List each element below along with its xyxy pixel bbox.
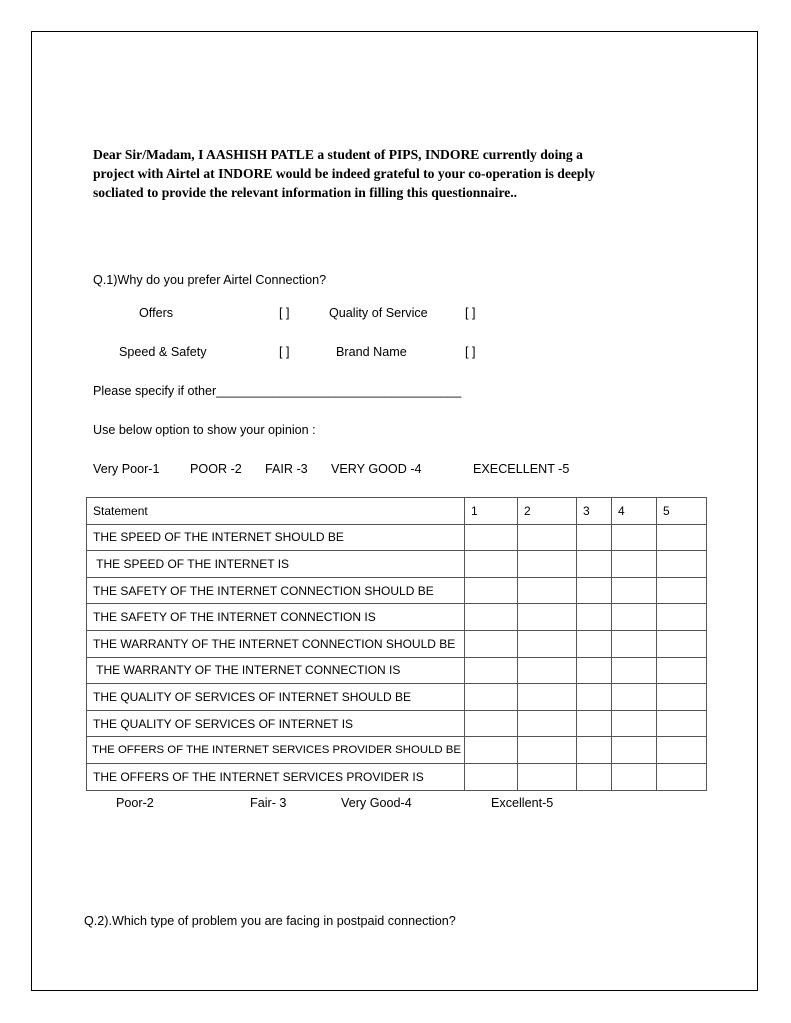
rating-cell[interactable] <box>577 524 612 551</box>
table-row <box>87 630 707 657</box>
table-row <box>87 551 707 578</box>
header-5: 5 <box>657 498 707 525</box>
footer-scale-excellent: Excellent-5 <box>491 796 554 810</box>
statement-cell: THE WARRANTY OF THE INTERNET CONNECTION IS <box>87 657 465 684</box>
option-speed-checkbox[interactable]: [ ] <box>279 345 290 359</box>
table-row <box>87 657 707 684</box>
rating-cell[interactable] <box>465 630 518 657</box>
intro-line-2: project with Airtel at INDORE would be indeed grateful to your co-operation is deeply <box>93 166 596 181</box>
rating-cell[interactable] <box>518 524 577 551</box>
scale-intro: Use below option to show your opinion : <box>93 423 316 437</box>
option-brand-label: Brand Name <box>336 345 407 359</box>
rating-cell[interactable] <box>612 763 657 790</box>
statement-cell: THE WARRANTY OF THE INTERNET CONNECTION SHOULD BE <box>87 630 465 657</box>
rating-cell[interactable] <box>465 551 518 578</box>
rating-cell[interactable] <box>612 551 657 578</box>
rating-cell[interactable] <box>465 577 518 604</box>
rating-table <box>86 497 707 791</box>
rating-cell[interactable] <box>657 737 707 764</box>
scale-very-good: VERY GOOD -4 <box>331 462 422 476</box>
rating-cell[interactable] <box>518 577 577 604</box>
rating-cell[interactable] <box>518 657 577 684</box>
statement-cell: THE SAFETY OF THE INTERNET CONNECTION SHOULD BE <box>87 577 465 604</box>
rating-cell[interactable] <box>518 604 577 631</box>
rating-cell[interactable] <box>465 763 518 790</box>
rating-cell[interactable] <box>657 524 707 551</box>
scale-fair: FAIR -3 <box>265 462 308 476</box>
option-offers-checkbox[interactable]: [ ] <box>279 306 290 320</box>
statement-cell: THE OFFERS OF THE INTERNET SERVICES PROVIDER IS <box>87 763 465 790</box>
rating-cell[interactable] <box>465 684 518 711</box>
footer-scale-very-good: Very Good-4 <box>341 796 412 810</box>
intro-line-3: socliated to provide the relevant information in filling this questionnaire.. <box>93 185 518 200</box>
rating-cell[interactable] <box>577 763 612 790</box>
rating-cell[interactable] <box>465 710 518 737</box>
rating-cell[interactable] <box>518 710 577 737</box>
rating-cell[interactable] <box>612 577 657 604</box>
scale-excellent: EXECELLENT -5 <box>473 462 570 476</box>
rating-cell[interactable] <box>612 524 657 551</box>
rating-cell[interactable] <box>518 630 577 657</box>
table-row <box>87 524 707 551</box>
table-row <box>87 737 707 764</box>
header-4: 4 <box>612 498 657 525</box>
intro-line-1: Dear Sir/Madam, I AASHISH PATLE a student of PIPS, INDORE currently doing a <box>93 147 583 162</box>
rating-cell[interactable] <box>518 737 577 764</box>
header-3: 3 <box>577 498 612 525</box>
rating-cell[interactable] <box>465 524 518 551</box>
rating-cell[interactable] <box>612 710 657 737</box>
table-row <box>87 577 707 604</box>
specify-other-field[interactable]: Please specify if other___________________________________ <box>93 384 462 398</box>
rating-cell[interactable] <box>577 737 612 764</box>
rating-cell[interactable] <box>657 710 707 737</box>
rating-cell[interactable] <box>657 684 707 711</box>
table-row <box>87 684 707 711</box>
rating-cell[interactable] <box>518 763 577 790</box>
rating-cell[interactable] <box>612 657 657 684</box>
table-row <box>87 763 707 790</box>
rating-cell[interactable] <box>657 604 707 631</box>
rating-cell[interactable] <box>657 551 707 578</box>
rating-cell[interactable] <box>657 577 707 604</box>
option-quality-label: Quality of Service <box>329 306 428 320</box>
table-row <box>87 710 707 737</box>
rating-cell[interactable] <box>577 684 612 711</box>
rating-cell[interactable] <box>518 551 577 578</box>
rating-cell[interactable] <box>612 604 657 631</box>
rating-cell[interactable] <box>465 604 518 631</box>
statement-cell: THE SPEED OF THE INTERNET IS <box>87 551 465 578</box>
rating-cell[interactable] <box>577 630 612 657</box>
header-1: 1 <box>465 498 518 525</box>
table-header-row <box>87 498 707 525</box>
rating-cell[interactable] <box>577 604 612 631</box>
statement-cell: THE QUALITY OF SERVICES OF INTERNET SHOULD BE <box>87 684 465 711</box>
scale-poor: POOR -2 <box>190 462 242 476</box>
rating-cell[interactable] <box>657 763 707 790</box>
rating-cell[interactable] <box>612 684 657 711</box>
scale-very-poor: Very Poor-1 <box>93 462 160 476</box>
rating-cell[interactable] <box>577 577 612 604</box>
statement-cell: THE SAFETY OF THE INTERNET CONNECTION IS <box>87 604 465 631</box>
footer-scale-poor: Poor-2 <box>116 796 154 810</box>
rating-cell[interactable] <box>657 657 707 684</box>
rating-cell[interactable] <box>612 737 657 764</box>
table-row <box>87 604 707 631</box>
rating-cell[interactable] <box>657 630 707 657</box>
rating-cell[interactable] <box>465 737 518 764</box>
rating-cell[interactable] <box>577 551 612 578</box>
rating-cell[interactable] <box>518 684 577 711</box>
rating-cell[interactable] <box>577 657 612 684</box>
statement-cell: THE SPEED OF THE INTERNET SHOULD BE <box>87 524 465 551</box>
rating-cell[interactable] <box>612 630 657 657</box>
option-quality-checkbox[interactable]: [ ] <box>465 306 476 320</box>
footer-scale-fair: Fair- 3 <box>250 796 287 810</box>
statement-cell: THE OFFERS OF THE INTERNET SERVICES PROVIDER SHOULD BE <box>87 737 465 764</box>
header-2: 2 <box>518 498 577 525</box>
rating-cell[interactable] <box>577 710 612 737</box>
option-speed-label: Speed & Safety <box>119 345 207 359</box>
intro-paragraph <box>93 145 693 202</box>
option-brand-checkbox[interactable]: [ ] <box>465 345 476 359</box>
header-statement: Statement <box>87 498 465 525</box>
statement-cell: THE QUALITY OF SERVICES OF INTERNET IS <box>87 710 465 737</box>
rating-cell[interactable] <box>465 657 518 684</box>
question-1: Q.1)Why do you prefer Airtel Connection? <box>93 273 327 287</box>
question-2: Q.2).Which type of problem you are facing in postpaid connection? <box>84 914 456 928</box>
option-offers-label: Offers <box>139 306 174 320</box>
